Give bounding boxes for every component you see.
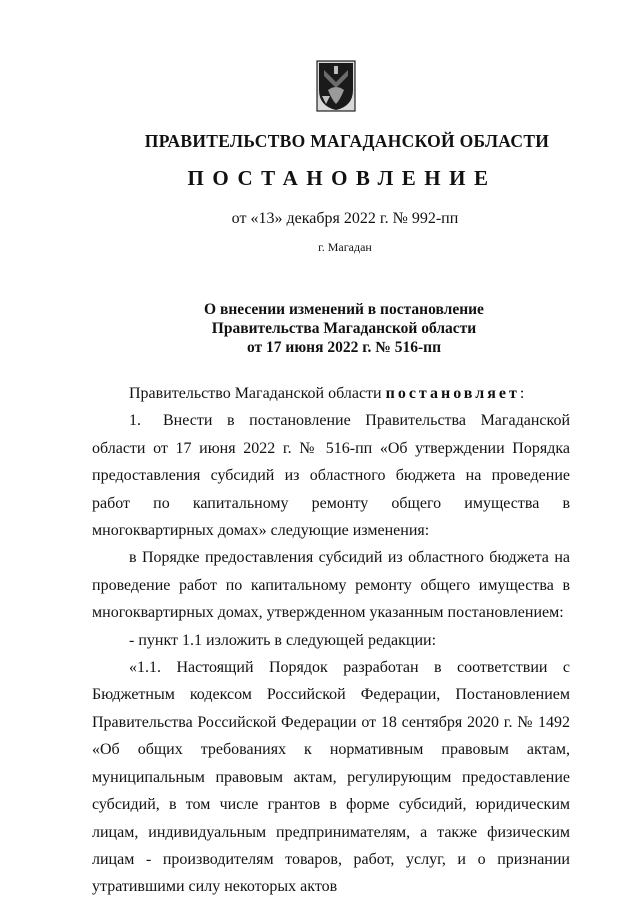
resolve-keyword: постановляет bbox=[385, 385, 520, 402]
government-title: ПРАВИТЕЛЬСТВО МАГАДАНСКОЙ ОБЛАСТИ bbox=[144, 131, 550, 151]
resolve-lead: Правительство Магаданской области bbox=[129, 385, 386, 402]
item-1-text: Внести в постановление Правительства Магаданской области от 17 июня 2022 г. № 516-пп «Об утверждении Порядка предоставления субсидий из областного бюджета на проведение работ по капитальному ремонту общего имущества в многоквартирных домах» следующие изменения: bbox=[92, 412, 570, 540]
document-date-number: от «13» декабря 2022 г. № 992-пп bbox=[231, 210, 459, 227]
subject-line-3: от 17 июня 2022 г. № 516-пп bbox=[246, 339, 441, 356]
paragraph-clause-edit: - пункт 1.1 изложить в следующей редакции: bbox=[129, 631, 437, 649]
subject-line-1: О внесении изменений в постановление bbox=[204, 301, 484, 318]
document-subject bbox=[0, 300, 640, 357]
paragraph-resolve bbox=[92, 380, 570, 407]
coat-of-arms-icon bbox=[316, 60, 356, 112]
document-body bbox=[92, 380, 570, 901]
item-number: 1. bbox=[129, 412, 141, 430]
document-city: г. Магадан bbox=[318, 240, 372, 254]
paragraph-procedure: в Порядке предоставления субсидий из областного бюджета на проведение работ по капитальному ремонту общего имущества в многоквартирных домах, утвержденном указанным постановлением: bbox=[92, 549, 570, 622]
paragraph-clause-1-1: «1.1. Настоящий Порядок разработан в соответствии с Бюджетным кодексом Российской Федерации, Постановлением Правительства Российской Федерации от 18 сентября 2020 г. № 1492 «Об общих требованиях к нормативным правовым актам, муниципальным правовым актам, регулирующим предоставление субсидий, в том числе грантов в форме субсидий, юридическим лицам, индивидуальным предпринимателям, а также физическим лицам - производителям товаров, работ, услуг, и о признании утратившими силу некоторых актов bbox=[92, 659, 570, 896]
resolve-tail: : bbox=[519, 385, 525, 402]
paragraph-item-1 bbox=[92, 407, 570, 544]
document-type-heading: ПОСТАНОВЛЕНИЕ bbox=[187, 166, 497, 190]
subject-line-2: Правительства Магаданской области bbox=[211, 320, 477, 337]
